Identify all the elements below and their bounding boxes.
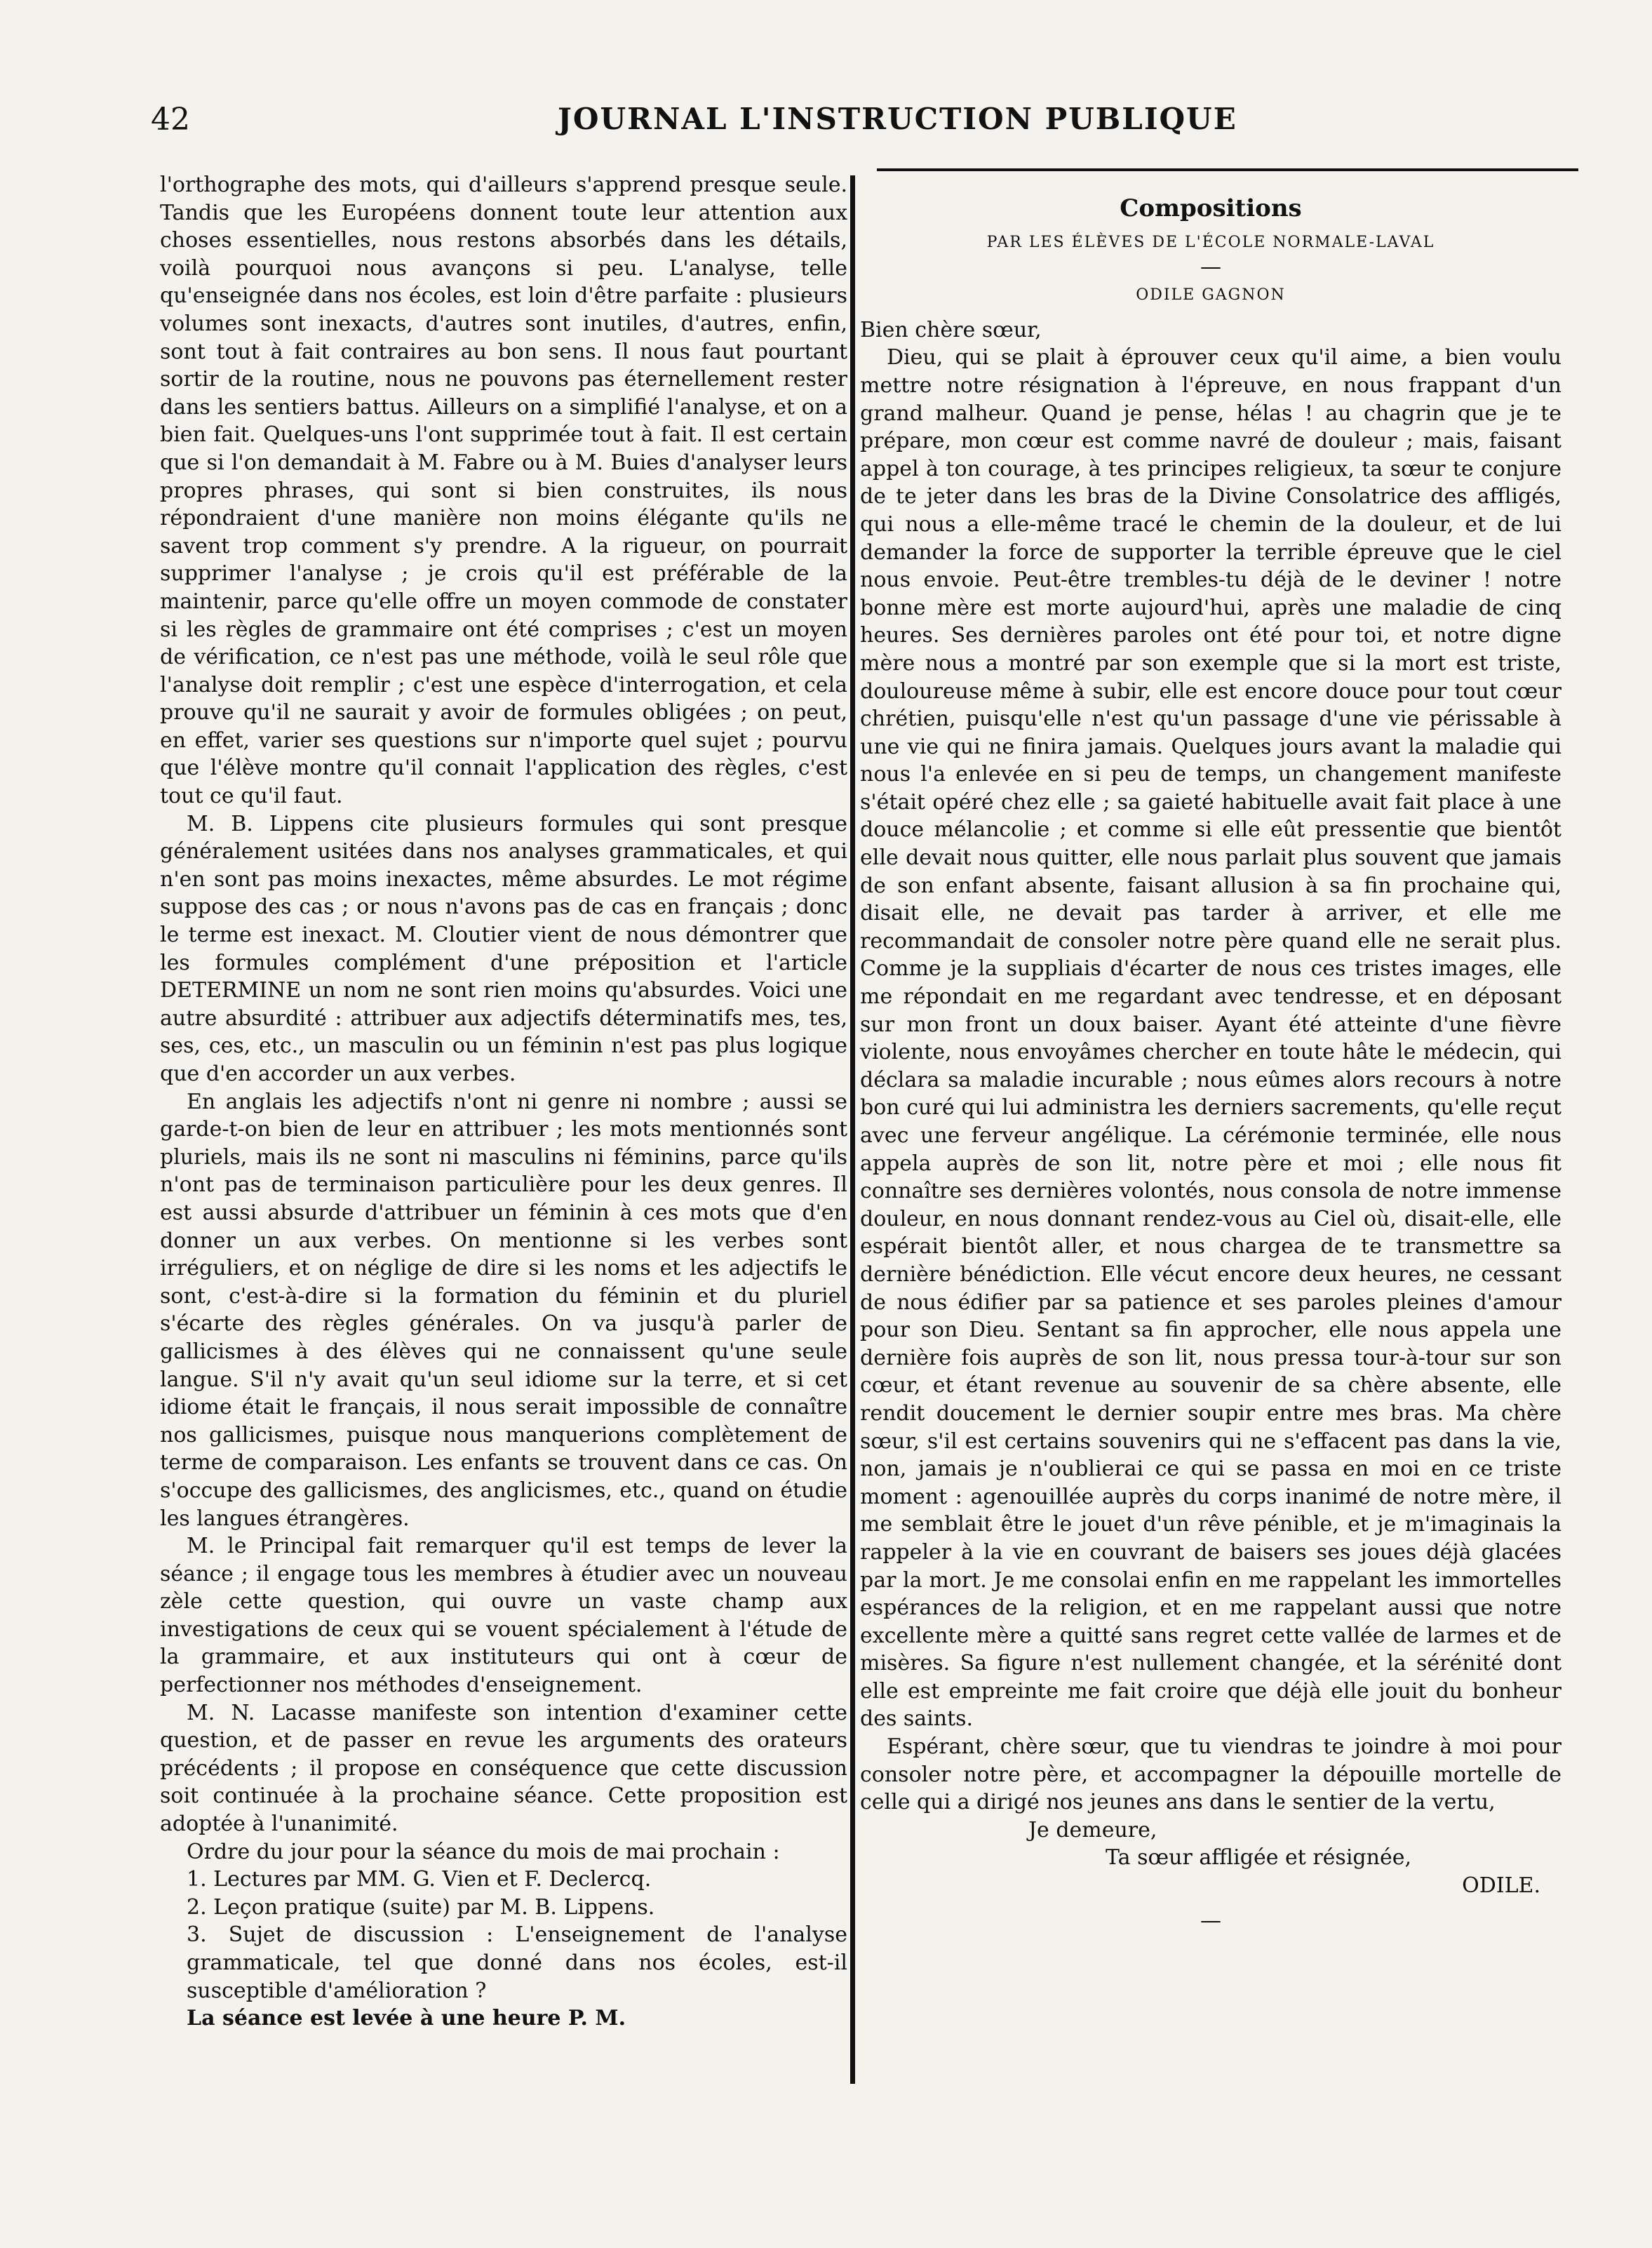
session-closing: La séance est levée à une heure P. M. bbox=[187, 2006, 626, 2031]
separator: — bbox=[1200, 255, 1221, 280]
page-number: 42 bbox=[151, 102, 190, 138]
end-separator: — bbox=[1200, 1908, 1221, 1933]
paragraph: M. N. Lacasse manifeste son intention d'examiner cette question, et de passer en revue les arguments des orateurs précédents ; il propose en conséquence que cette discussion soit continuée à la prochaine séance. Cette proposition est adoptée à l'unanimité. bbox=[160, 1700, 847, 1837]
letter-closing: Je demeure, bbox=[1028, 1817, 1157, 1842]
salutation: Bien chère sœur, bbox=[860, 317, 1042, 342]
section-title: Compositions bbox=[1120, 194, 1302, 222]
agenda-item: 1. Lectures par MM. G. Vien et F. Declercq. bbox=[187, 1867, 652, 1892]
left-column bbox=[160, 171, 847, 2033]
right-column bbox=[860, 171, 1562, 1934]
paragraph: l'orthographe des mots, qui d'ailleurs s'apprend presque seule. Tandis que les Européens donnent toute leur attention aux choses essentielles, nous restons absorbés dans les détails, voilà pourquoi nous avançons si peu. L'analyse, telle qu'enseignée dans nos écoles, est loin d'être parfaite : plusieurs volumes sont inexacts, d'autres sont inutiles, d'autres, enfin, sont tout à fait contraires au bon sens. Il nous faut pourtant sortir de la routine, nous ne pouvons pas éternellement rester dans les sentiers battus. Ailleurs on a simplifié l'analyse, et on a bien fait. Quelques-uns l'ont supprimée tout à fait. Il est certain que si l'on demandait à M. Fabre ou à M. Buies d'analyser leurs propres phrases, qui sont si bien construites, ils nous répondraient d'une manière non moins élégante qu'ils ne savent trop comment s'y prendre. A la rigueur, on pourrait supprimer l'analyse ; je crois qu'il est préférable de la maintenir, parce qu'elle offre un moyen commode de constater si les règles de grammaire ont été comprises ; c'est un moyen de vérification, ce n'est pas une méthode, voilà le seul rôle que l'analyse doit remplir ; c'est une espèce d'interrogation, et cela prouve qu'il ne saurait y avoir de formules obligées ; on peut, en effet, varier ses questions sur n'importe quel sujet ; pourvu que l'élève montre qu'il connait l'application des règles, c'est tout ce qu'il faut. bbox=[160, 173, 847, 809]
signature: ODILE. bbox=[1462, 1873, 1540, 1899]
author-name: ODILE GAGNON bbox=[1136, 286, 1286, 305]
letter-paragraph: Dieu, qui se plait à éprouver ceux qu'il aime, a bien voulu mettre notre résignation à l'épreuve, en nous frappant d'un grand malheur. Quand je pense, hélas ! au chagrin que je te prépare, mon cœur est comme navré de douleur ; mais, faisant appel à ton courage, à tes principes religieux, ta sœur te conjure de te jeter dans les bras de la Divine Consolatrice des affligés, qui nous a elle-même tracé le chemin de la douleur, et de lui demander la force de supporter la terrible épreuve que le ciel nous envoie. Peut-être trembles-tu déjà de le deviner ! notre bonne mère est morte aujourd'hui, après une maladie de cinq heures. Ses dernières paroles ont été pour toi, et notre digne mère nous a montré par son exemple que si la mort est triste, douloureuse même à subir, elle est encore douce pour tout cœur chrétien, puisqu'elle n'est qu'un passage d'une vie périssable à une vie qui ne finira jamais. Quelques jours avant la maladie qui nous l'a enlevée en si peu de temps, un changement manifeste s'était opéré chez elle ; sa gaieté habituelle avait fait place à une douce mélancolie ; et comme si elle eût pressentie que bientôt elle devait nous quitter, elle nous parlait plus souvent que jamais de son enfant absente, faisant allusion à sa fin prochaine qui, disait elle, ne devait pas tarder à arriver, et elle me recommandait de consoler notre père quand elle ne serait plus. Comme je la suppliais d'écarter de nous ces tristes images, elle me répondait en me regardant avec tendresse, et en déposant sur mon front un doux baiser. Ayant été atteinte d'une fièvre violente, nous envoyâmes chercher en toute hâte le médecin, qui déclara sa maladie incurable ; nous eûmes alors recours à notre bon curé qui lui administra les derniers sacrements, qu'elle reçut avec une ferveur angélique. La cérémonie terminée, elle nous appela auprès de son lit, notre père et moi ; elle nous fit connaître ses dernières volontés, nous consola de notre immense douleur, en nous donnant rendez-vous au Ciel où, disait-elle, elle espérait bientôt aller, et nous chargea de te transmettre sa dernière bénédiction. Elle vécut encore deux heures, ne cessant de nous édifier par sa patience et ses paroles pleines d'amour pour son Dieu. Sentant sa fin approcher, elle nous appela une dernière fois auprès de son lit, nous pressa tour-à-tour sur son cœur, et étant revenue au souvenir de sa chère absente, elle rendit doucement le dernier soupir entre mes bras. Ma chère sœur, s'il est certains souvenirs qui ne s'effacent pas dans la vie, non, jamais je n'oublierai ce qui se passa en moi en ce triste moment : agenouillée auprès du corps inanimé de notre mère, il me semblait être le jouet d'un rêve pénible, et je m'imaginais la rappeler à la vie en couvrant de baisers ses joues déjà glacées par la mort. Je me consolai enfin en me rappelant les immortelles espérances de la religion, et en me rappelant aussi que notre excellente mère a quitté sans regret cette vallée de larmes et de misères. Sa figure n'est nullement changée, et la sérénité dont elle est empreinte me fait croire que déjà elle jouit du bonheur des saints. bbox=[860, 345, 1562, 1732]
journal-title: JOURNAL L'INSTRUCTION PUBLIQUE bbox=[558, 102, 1237, 136]
agenda-item: 2. Leçon pratique (suite) par M. B. Lippens. bbox=[187, 1894, 655, 1920]
paragraph: En anglais les adjectifs n'ont ni genre ni nombre ; aussi se garde-t-on bien de leur en attribuer ; les mots mentionnés sont pluriels, mais ils ne sont ni masculins ni féminins, parce qu'ils n'ont pas de terminaison particulière pour les deux genres. Il est aussi absurde d'attribuer un féminin à ces mots que d'en donner un aux verbes. On mentionne si les verbes sont irréguliers, et on néglige de dire si les noms et les adjectifs le sont, c'est-à-dire si la formation du féminin et du pluriel s'écarte des règles générales. On va jusqu'à parler de gallicismes à des élèves qui ne connaissent qu'une seule langue. S'il n'y avait qu'un seul idiome sur la terre, et si cet idiome était le français, il nous serait impossible de connaître nos gallicismes, puisque nous manquerions complètement de terme de comparaison. Les enfants se trouvent dans ce cas. On s'occupe des gallicismes, des anglicismes, etc., quand on étudie les langues étrangères. bbox=[160, 1089, 847, 1531]
section-subtitle: PAR LES ÉLÈVES DE L'ÉCOLE NORMALE-LAVAL bbox=[986, 233, 1435, 251]
agenda-item: 3. Sujet de discussion : L'enseignement de l'analyse grammaticale, tel que donné dans nos écoles, est-il susceptible d'amélioration ? bbox=[187, 1922, 847, 2003]
letter-closing: Ta sœur affligée et résignée, bbox=[1106, 1845, 1411, 1871]
paragraph: M. le Principal fait remarquer qu'il est temps de lever la séance ; il engage tous les membres à étudier avec un nouveau zèle cette question, qui ouvre un vaste champ aux investigations de ceux qui se vouent spécialement à l'étude de la grammaire, et aux instituteurs qui ont à cœur de perfectionner nos méthodes d'enseignement. bbox=[160, 1534, 847, 1698]
letter-paragraph: Espérant, chère sœur, que tu viendras te joindre à moi pour consoler notre père, et accompagner la dépouille mortelle de celle qui a dirigé nos jeunes ans dans le sentier de la vertu, bbox=[860, 1734, 1562, 1815]
page-header bbox=[151, 102, 1596, 144]
paragraph: M. B. Lippens cite plusieurs formules qui sont presque généralement usitées dans nos analyses grammaticales, et qui n'en sont pas moins inexactes, même absurdes. Le mot régime suppose des cas ; or nous n'avons pas de cas en français ; donc le terme est inexact. M. Cloutier vient de nous démontrer que les formules complément d'une préposition et l'article DETERMINE un nom ne sont rien moins qu'absurdes. Voici une autre absurdité : attribuer aux adjectifs déterminatifs mes, tes, ses, ces, etc., un masculin ou un féminin n'est pas plus logique que d'en accorder un aux verbes. bbox=[160, 811, 847, 1086]
column-divider bbox=[850, 175, 855, 2084]
agenda-heading: Ordre du jour pour la séance du mois de mai prochain : bbox=[187, 1839, 780, 1864]
